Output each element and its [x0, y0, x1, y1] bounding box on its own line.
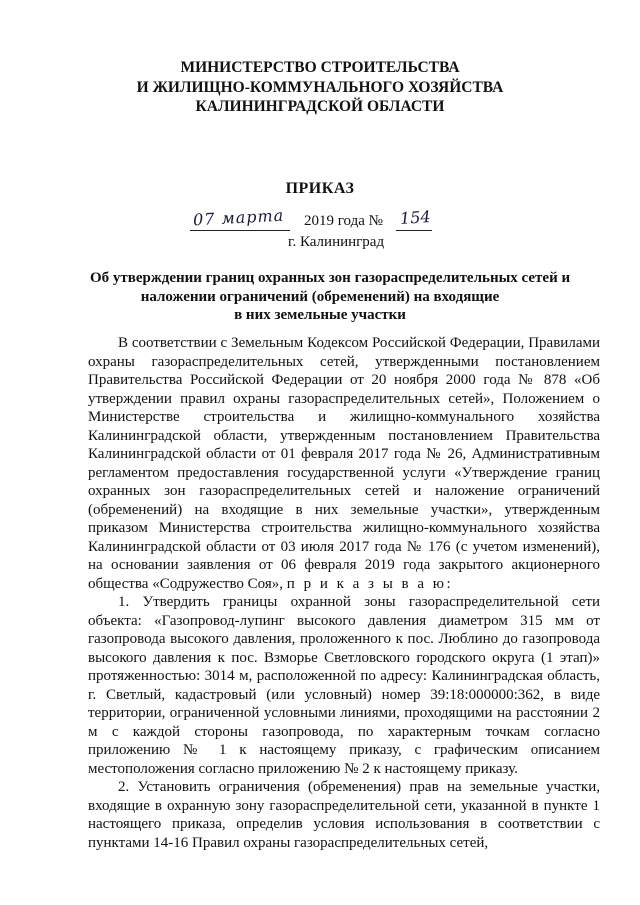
ministry-header: [100, 58, 540, 117]
ministry-line-1: МИНИСТЕРСТВО СТРОИТЕЛЬСТВА: [180, 59, 460, 76]
order-title: ПРИКАЗ: [285, 180, 355, 197]
handwritten-date: 07 марта: [192, 205, 285, 230]
clause-1-paragraph: 1. Утвердить границы охранной зоны газораспределительной сети объекта: «Газопровод-лупинг высокого давления диаметром 315 мм от газопровода высокого давления, проложенного к пос. Люблино до газопровода высокого давления к пос. Взморье Светловского городского округа (1 этап)» протяженностью: 3014 м, расположенной по адресу: Калининградская область, г. Светлый, кадастровый (или условный) номер 39:18:000000:362, в виде территории, ограниченной условными линиями, проходящими на расстоянии 2 м с каждой стороны газопровода, по характерным точкам согласно приложению № 1 к настоящему приказу, с графическим описанием местоположения согласно приложению № 2 к настоящему приказу.: [88, 594, 600, 777]
ministry-line-2: И ЖИЛИЩНО-КОММУНАЛЬНОГО ХОЗЯЙСТВА: [136, 78, 504, 96]
subject-line-3: в них земельные участки: [234, 307, 406, 324]
order-subject: [90, 269, 571, 325]
order-city: г. Калининград: [288, 234, 385, 250]
date-underline: [190, 230, 290, 231]
order-body: [88, 334, 600, 852]
preamble-text: В соответствии с Земельным Кодексом Российской Федерации, Правилами охраны газораспределительных сетей, утвержденными постановлением Правительства Российской Федерации от 20 ноября 2000 года № 878 «Об утверждении правил охраны газораспределительных сетей», Положением о Министерстве строительства и жилищно-коммунального хозяйства Калининградской области, утвержденным постановлением Правительства Калининградской области от 01 февраля 2017 года № 26, Административным регламентом предоставления государственной услуги «Утверждение границ охранных зон газораспределительных сетей и наложение ограничений (обременений) на входящие в них земельные участки», утвержденным приказом Министерства строительства жилищно-коммунального хозяйства Калининградской области от 03 июля 2017 года № 176 (с учетом изменений), на основании заявления от 06 февраля 2019 года закрытого акционерного общества «Содружество Соя»,: [88, 335, 600, 592]
preamble-paragraph: [88, 334, 600, 593]
ministry-line-3: КАЛИНИНГРАДСКОЙ ОБЛАСТИ: [195, 98, 445, 115]
subject-line-2: наложении ограничений (обременений) на входящие: [140, 288, 500, 305]
subject-line-1: Об утверждении границ охранных зон газораспределительных сетей и: [90, 270, 571, 286]
clause-2-paragraph: 2. Установить ограничения (обременения) прав на земельные участки, входящие в охранную зону газораспределительной сети, указанной в пункте 1 настоящего приказа, определив условия использования в соответствии с пунктами 14-16 Правил охраны газораспределительных сетей,: [88, 779, 600, 851]
order-date-year: 2019 года №: [304, 213, 383, 229]
order-verb: п р и к а з ы в а ю:: [286, 575, 454, 592]
handwritten-order-number: 154: [399, 206, 432, 229]
number-underline: [396, 230, 432, 231]
